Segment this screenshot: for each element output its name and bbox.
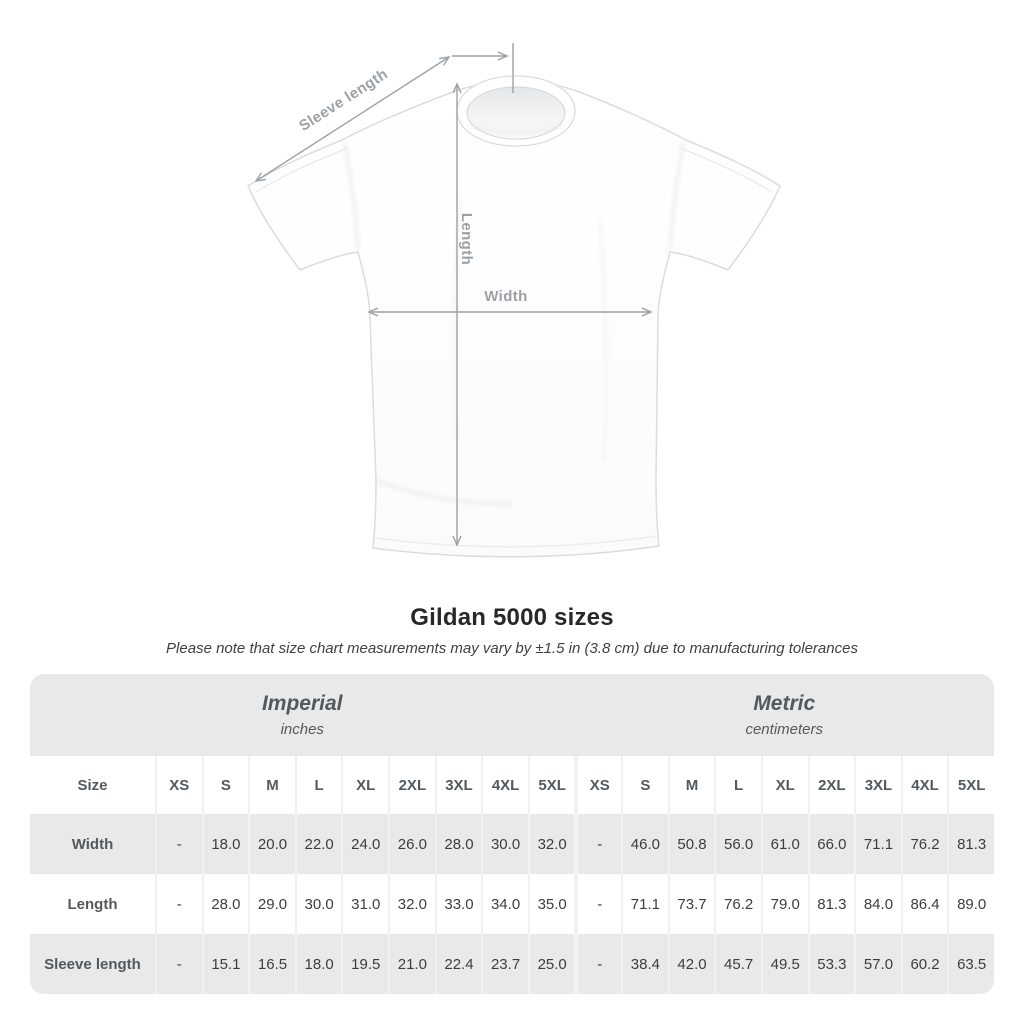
table-row-sleeve-length xyxy=(30,934,994,994)
table-row-width xyxy=(30,814,994,874)
size-header-metric-3xl: 3XL xyxy=(854,756,901,814)
table-row-length xyxy=(30,874,994,934)
cell-length-metric-xl: 79.0 xyxy=(761,874,808,934)
size-header-metric-l: L xyxy=(714,756,761,814)
cell-sleeve-length-imperial-xs: - xyxy=(155,934,202,994)
row-label-width: Width xyxy=(30,814,155,874)
size-header-metric-4xl: 4XL xyxy=(901,756,948,814)
tshirt-body xyxy=(248,81,780,557)
cell-sleeve-length-imperial-s: 15.1 xyxy=(202,934,249,994)
cell-width-metric-4xl: 76.2 xyxy=(901,814,948,874)
cell-width-imperial-2xl: 26.0 xyxy=(388,814,435,874)
unit-group-header-metric xyxy=(574,674,994,756)
size-header-metric-m: M xyxy=(668,756,715,814)
size-column-header: Size xyxy=(30,756,155,814)
cell-length-metric-3xl: 84.0 xyxy=(854,874,901,934)
cell-width-imperial-4xl: 30.0 xyxy=(481,814,528,874)
size-header-imperial-2xl: 2XL xyxy=(388,756,435,814)
cell-length-imperial-s: 28.0 xyxy=(202,874,249,934)
size-header-imperial-5xl: 5XL xyxy=(528,756,575,814)
cell-sleeve-length-metric-s: 38.4 xyxy=(621,934,668,994)
cell-width-metric-xs: - xyxy=(574,814,621,874)
cell-width-metric-xl: 61.0 xyxy=(761,814,808,874)
cell-sleeve-length-metric-m: 42.0 xyxy=(668,934,715,994)
unit-group-sublabel: inches xyxy=(280,720,324,738)
cell-width-imperial-3xl: 28.0 xyxy=(435,814,482,874)
cell-width-metric-2xl: 66.0 xyxy=(808,814,855,874)
cell-width-metric-s: 46.0 xyxy=(621,814,668,874)
cell-length-metric-xs: - xyxy=(574,874,621,934)
cell-width-metric-5xl: 81.3 xyxy=(947,814,994,874)
cell-sleeve-length-metric-l: 45.7 xyxy=(714,934,761,994)
cell-length-metric-5xl: 89.0 xyxy=(947,874,994,934)
size-header-row xyxy=(30,756,994,814)
cell-length-metric-m: 73.7 xyxy=(668,874,715,934)
cell-sleeve-length-imperial-4xl: 23.7 xyxy=(481,934,528,994)
cell-sleeve-length-imperial-2xl: 21.0 xyxy=(388,934,435,994)
size-header-metric-2xl: 2XL xyxy=(808,756,855,814)
cell-width-imperial-xl: 24.0 xyxy=(341,814,388,874)
unit-group-label: Metric xyxy=(753,692,816,716)
size-header-metric-s: S xyxy=(621,756,668,814)
page-subtitle: Please note that size chart measurements may vary by ±1.5 in (3.8 cm) due to manufacturing tolerances xyxy=(166,640,858,657)
length-label: Length xyxy=(458,212,475,266)
unit-group-label: Imperial xyxy=(261,692,343,716)
cell-width-metric-l: 56.0 xyxy=(714,814,761,874)
size-table xyxy=(30,674,994,994)
cell-width-metric-3xl: 71.1 xyxy=(854,814,901,874)
cell-length-imperial-4xl: 34.0 xyxy=(481,874,528,934)
size-header-metric-xs: XS xyxy=(574,756,621,814)
sleeve-length-label: Sleeve length xyxy=(296,65,392,135)
size-header-imperial-l: L xyxy=(295,756,342,814)
page-title: Gildan 5000 sizes xyxy=(410,604,614,631)
size-header-metric-xl: XL xyxy=(761,756,808,814)
width-label: Width xyxy=(484,288,528,305)
row-label-length: Length xyxy=(30,874,155,934)
tshirt-illustration xyxy=(248,76,780,557)
cell-width-imperial-l: 22.0 xyxy=(295,814,342,874)
size-header-metric-5xl: 5XL xyxy=(947,756,994,814)
cell-length-imperial-3xl: 33.0 xyxy=(435,874,482,934)
size-header-imperial-3xl: 3XL xyxy=(435,756,482,814)
cell-length-metric-2xl: 81.3 xyxy=(808,874,855,934)
cell-sleeve-length-metric-4xl: 60.2 xyxy=(901,934,948,994)
cell-length-imperial-l: 30.0 xyxy=(295,874,342,934)
cell-length-imperial-xs: - xyxy=(155,874,202,934)
cell-sleeve-length-imperial-l: 18.0 xyxy=(295,934,342,994)
cell-sleeve-length-metric-xl: 49.5 xyxy=(761,934,808,994)
cell-sleeve-length-metric-xs: - xyxy=(574,934,621,994)
cell-sleeve-length-imperial-5xl: 25.0 xyxy=(528,934,575,994)
cell-length-metric-s: 71.1 xyxy=(621,874,668,934)
cell-length-imperial-5xl: 35.0 xyxy=(528,874,575,934)
size-header-imperial-4xl: 4XL xyxy=(481,756,528,814)
size-header-imperial-xl: XL xyxy=(341,756,388,814)
unit-band-row xyxy=(30,674,994,756)
cell-length-imperial-2xl: 32.0 xyxy=(388,874,435,934)
unit-group-sublabel: centimeters xyxy=(745,720,823,738)
size-header-imperial-xs: XS xyxy=(155,756,202,814)
cell-length-imperial-m: 29.0 xyxy=(248,874,295,934)
cell-sleeve-length-imperial-xl: 19.5 xyxy=(341,934,388,994)
cell-width-imperial-xs: - xyxy=(155,814,202,874)
unit-group-header-imperial xyxy=(30,674,574,756)
size-chart xyxy=(30,674,994,994)
cell-length-metric-l: 76.2 xyxy=(714,874,761,934)
cell-width-imperial-s: 18.0 xyxy=(202,814,249,874)
cell-sleeve-length-metric-5xl: 63.5 xyxy=(947,934,994,994)
size-header-imperial-m: M xyxy=(248,756,295,814)
cell-sleeve-length-metric-2xl: 53.3 xyxy=(808,934,855,994)
cell-sleeve-length-imperial-3xl: 22.4 xyxy=(435,934,482,994)
cell-sleeve-length-imperial-m: 16.5 xyxy=(248,934,295,994)
cell-width-metric-m: 50.8 xyxy=(668,814,715,874)
cell-length-imperial-xl: 31.0 xyxy=(341,874,388,934)
cell-length-metric-4xl: 86.4 xyxy=(901,874,948,934)
row-label-sleeve-length: Sleeve length xyxy=(30,934,155,994)
cell-width-imperial-5xl: 32.0 xyxy=(528,814,575,874)
cell-sleeve-length-metric-3xl: 57.0 xyxy=(854,934,901,994)
cell-width-imperial-m: 20.0 xyxy=(248,814,295,874)
size-header-imperial-s: S xyxy=(202,756,249,814)
